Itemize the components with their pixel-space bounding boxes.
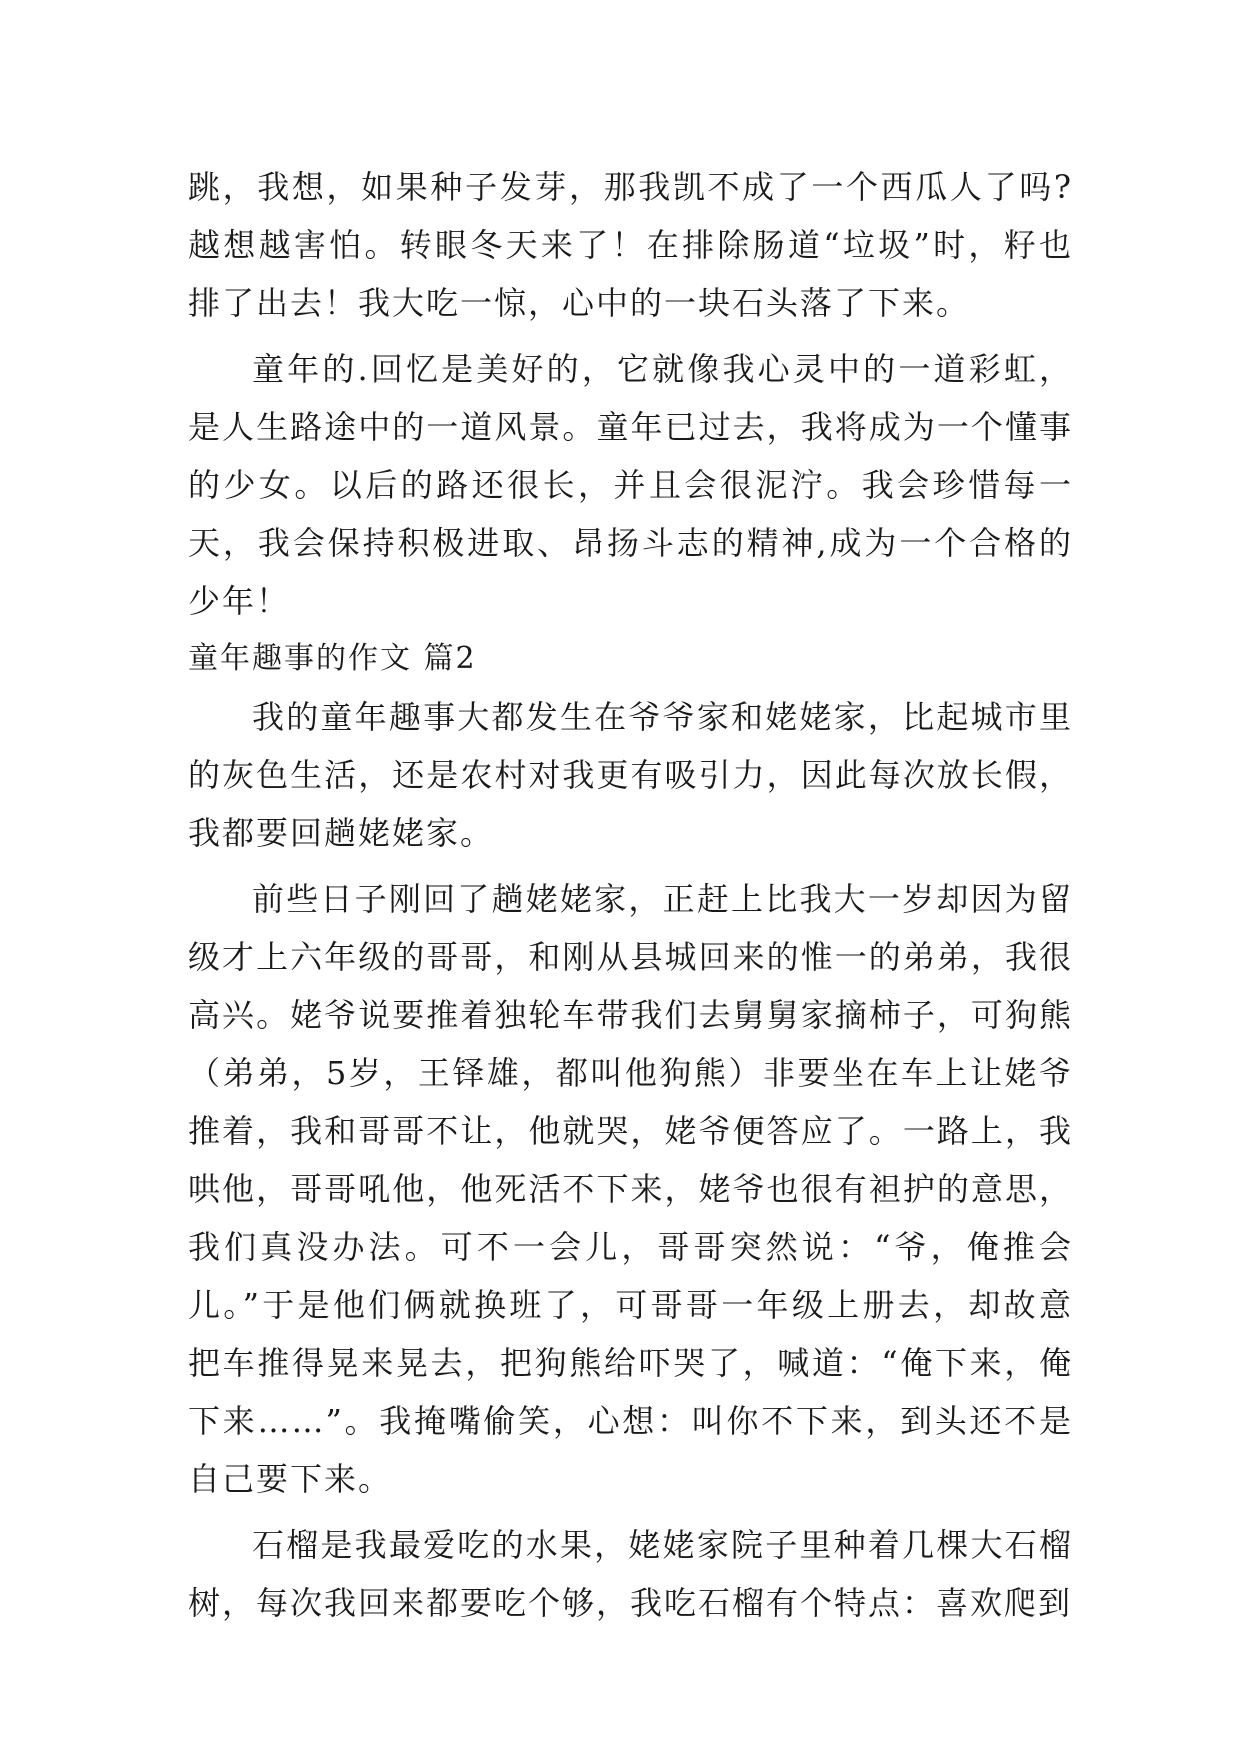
paragraph-continued: 跳，我想，如果种子发芽，那我凯不成了一个西瓜人了吗?越想越害怕。转眼冬天来了！在排除肠道“垃圾”时，籽也排了出去！我大吃一惊，心中的一块石头落了下来。 <box>188 168 1073 322</box>
paragraph-pomegranate: 石榴是我最爱吃的水果，姥姥家院子里种着几棵大石榴树，每次我回来都要吃个够，我吃石榴有个特点：喜欢爬到 <box>188 1526 1073 1622</box>
paragraph-intro: 我的童年趣事大都发生在爷爷家和姥姥家，比起城市里的灰色生活，还是农村对我更有吸引力，因此每次放长假，我都要回趟姥姥家。 <box>188 698 1073 852</box>
paragraph-story: 前些日子刚回了趟姥姥家，正赶上比我大一岁却因为留级才上六年级的哥哥，和刚从县城回来的惟一的弟弟，我很高兴。姥爷说要推着独轮车带我们去舅舅家摘柿子，可狗熊（弟弟，5岁，王铎雄，都叫他狗熊）非要坐在车上让姥爷推着，我和哥哥不让，他就哭，姥爷便答应了。一路上，我哄他，哥哥吼他，他死活不下来，姥爷也很有袒护的意思，我们真没办法。可不一会儿，哥哥突然说：“爷，俺推会儿。”于是他们俩就换班了，可哥哥一年级上册去，却故意把车推得晃来晃去，把狗熊给吓哭了，喊道：“俺下来，俺下来……”。我掩嘴偷笑，心想：叫你不下来，到头还不是自己要下来。 <box>188 880 1073 1498</box>
document-body <box>188 158 1073 1632</box>
paragraph-conclusion: 童年的.回忆是美好的，它就像我心灵中的一道彩虹，是人生路途中的一道风景。童年已过去，我将成为一个懂事的少女。以后的路还很长，并且会很泥泞。我会珍惜每一天，我会保持积极进取、昂扬斗志的精神,成为一个合格的少年！ <box>188 350 1073 620</box>
section-heading: 童年趣事的作文 篇2 <box>188 641 477 676</box>
